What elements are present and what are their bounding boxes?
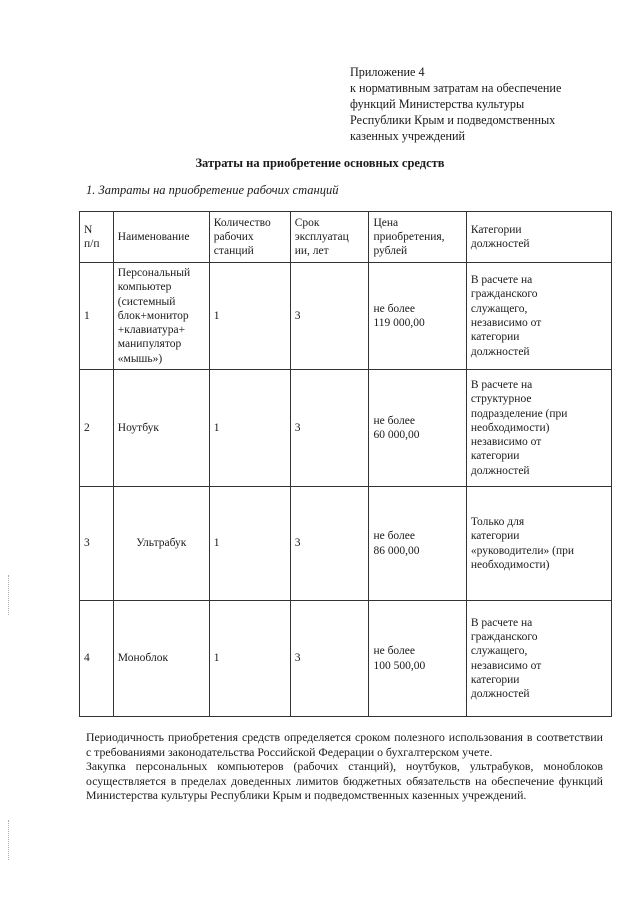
cell-category: В расчете на гражданского служащего, независимо от категории должностей xyxy=(466,263,611,370)
cell-num: 3 xyxy=(80,487,114,601)
cell-price: не более 119 000,00 xyxy=(369,263,466,370)
cell-price: не более 60 000,00 xyxy=(369,370,466,487)
annex-line: казенных учреждений xyxy=(350,129,466,143)
cell-price: не более 86 000,00 xyxy=(369,487,466,601)
section-subtitle: 1. Затраты на приобретение рабочих станций xyxy=(86,183,339,197)
cell-qty: 1 xyxy=(209,487,290,601)
cell-num: 4 xyxy=(80,601,114,717)
header-term: Срок эксплуатац ии, лет xyxy=(290,212,369,263)
cell-term: 3 xyxy=(290,370,369,487)
document-title: Затраты на приобретение основных средств xyxy=(195,156,445,170)
cell-price: не более 100 500,00 xyxy=(369,601,466,717)
cell-term: 3 xyxy=(290,487,369,601)
procurement-note: Закупка персональных компьютеров (рабочих станций), ноутбуков, ультрабуков, моноблоков осуществляется в пределах доведенных лимитов бюджетных обязательств на обеспечение функций Министерства культуры Республики Крым и подведомственных казенных учреждений. xyxy=(86,759,603,802)
table-row xyxy=(80,370,612,487)
scan-edge-mark xyxy=(8,820,9,860)
annex-line: функций Министерства культуры xyxy=(350,97,525,111)
header-name: Наименование xyxy=(113,212,209,263)
cell-term: 3 xyxy=(290,601,369,717)
cell-qty: 1 xyxy=(209,601,290,717)
cell-name: Персональный компьютер (системный блок+монитор +клавиатура+ манипулятор «мышь») xyxy=(113,263,209,370)
cell-num: 1 xyxy=(80,263,114,370)
cell-category: Только для категории «руководители» (при необходимости) xyxy=(466,487,611,601)
annex-reference xyxy=(350,64,610,144)
cell-qty: 1 xyxy=(209,263,290,370)
table-row xyxy=(80,601,612,717)
scan-edge-mark xyxy=(8,575,9,615)
cell-term: 3 xyxy=(290,263,369,370)
cell-qty: 1 xyxy=(209,370,290,487)
cell-num: 2 xyxy=(80,370,114,487)
cell-category: В расчете на гражданского служащего, независимо от категории должностей xyxy=(466,601,611,717)
header-num: N п/п xyxy=(80,212,114,263)
cell-name: Ультрабук xyxy=(113,487,209,601)
table-header-row xyxy=(80,212,612,263)
cell-category: В расчете на структурное подразделение (при необходимости) независимо от категории должностей xyxy=(466,370,611,487)
periodicity-note: Периодичность приобретения средств определяется сроком полезного использования в соответствии с требованиями законодательства Российской Федерации о бухгалтерском учете. xyxy=(86,730,603,759)
header-qty: Количество рабочих станций xyxy=(209,212,290,263)
footer-notes xyxy=(86,730,603,803)
annex-line: Республики Крым и подведомственных xyxy=(350,113,556,127)
workstations-table xyxy=(79,211,612,717)
annex-line: Приложение 4 xyxy=(350,65,425,79)
header-category: Категории должностей xyxy=(466,212,611,263)
cell-name: Ноутбук xyxy=(113,370,209,487)
annex-line: к нормативным затратам на обеспечение xyxy=(350,81,562,95)
table-row xyxy=(80,487,612,601)
header-price: Цена приобретения, рублей xyxy=(369,212,466,263)
table-row xyxy=(80,263,612,370)
cell-name: Моноблок xyxy=(113,601,209,717)
